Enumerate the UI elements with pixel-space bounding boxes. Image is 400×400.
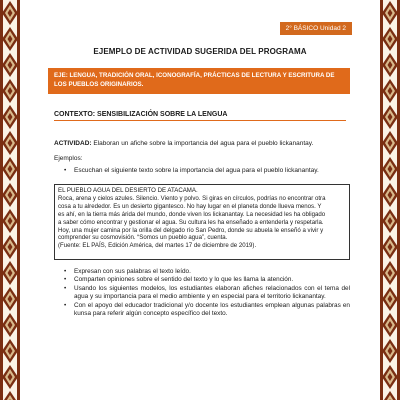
box-line: Roca, arena y cielos azules. Silencio. Viento y polvo. Si giras en círculos, podrías no encontrar otra	[58, 194, 326, 202]
box-line: es ahí, en la tierra más árida del mundo, donde viven los lickanantay. La necesidad les ha obligado	[58, 210, 326, 218]
activity-line	[54, 140, 354, 147]
activity-label: ACTIVIDAD:	[54, 140, 92, 147]
examples-label: Ejemplos:	[54, 155, 83, 162]
grade-unit-badge: 2° BÁSICO Unidad 2	[280, 22, 352, 35]
page-title: EJEMPLO DE ACTIVIDAD SUGERIDA DEL PROGRAMA	[93, 47, 307, 56]
reading-text-box	[54, 184, 350, 260]
border-pattern-left	[0, 0, 20, 400]
border-pattern-right	[380, 0, 400, 400]
activity-text: Elaboran un afiche sobre la importancia del agua para el pueblo lickanantay.	[91, 140, 314, 147]
context-heading: CONTEXTO: SENSIBILIZACIÓN SOBRE LA LENGUA	[54, 111, 228, 118]
box-line: a saber cómo encontrar y gestionar el agua. Su cultura les ha enseñado a entenderla y respetarla.	[58, 218, 324, 226]
decorative-border-left	[0, 0, 20, 400]
first-bullet: • Escuchan el siguiente texto sobre la importancia del agua para el pueblo lickanantay.	[74, 167, 344, 174]
decorative-border-right	[380, 0, 400, 400]
list-item: • Usando los siguientes modelos, los estudiantes elaboran afiches relacionados con el tema del agua y su importancia para el medio ambiente y en especial para el territorio lickanantay.	[74, 285, 350, 302]
box-line: Hoy, una mujer camina por la orilla del delgado río San Pedro, donde su abuela le enseñó a vivir y	[58, 226, 324, 234]
box-line: cosa a tu alrededor. Es un desierto gigantesco. No hay lugar en el planeta donde llueva menos. Y	[58, 202, 322, 210]
list-item: • Con el apoyo del educador tradicional y/o docente los estudiantes emplean algunas palabras en kunsa para referir algún concepto específico del texto.	[74, 302, 350, 319]
activity-bullet-list	[74, 268, 350, 318]
box-line: EL PUEBLO AGUA DEL DESIERTO DE ATACAMA.	[58, 187, 198, 194]
box-line: (Fuente: EL PAÍS, Edición América, del martes 17 de diciembre de 2019).	[58, 242, 257, 250]
axis-banner: EJE: LENGUA, TRADICIÓN ORAL, ICONOGRAFÍA, PRÁCTICAS DE LECTURA Y ESCRITURA DE LOS PUEBLOS ORIGINARIOS.	[48, 68, 350, 94]
box-line: comprender su cosmovisión. “Somos un pueblo agua”, cuenta.	[58, 234, 228, 242]
context-divider	[54, 120, 346, 121]
list-item: • Comparten opiniones sobre el sentido del texto y lo que les llama la atención.	[74, 276, 350, 284]
list-item: • Expresan con sus palabras el texto leído.	[74, 268, 350, 276]
